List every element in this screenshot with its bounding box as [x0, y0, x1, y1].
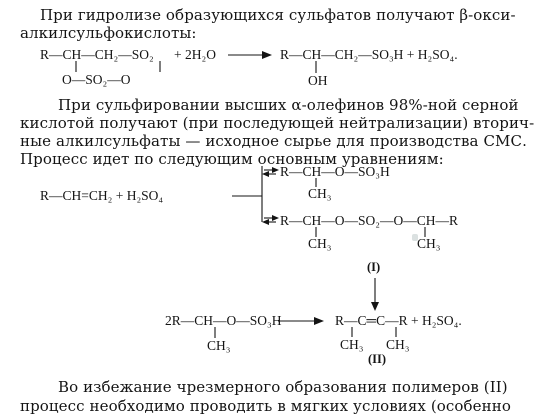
paragraph-2-line-3: ные алкилсульфаты — исходное сырье для производства СМС.: [20, 132, 527, 150]
reaction1-water: + 2H₂O: [174, 47, 216, 62]
compound-label-i: (I): [367, 260, 381, 274]
paragraph-2-line-1: При сульфировании высших α-олефинов 98%-ной серной: [58, 96, 519, 114]
reaction2-product-a: R—CH—O—SO₃H: [280, 164, 390, 179]
reaction3-reactant-ch3: CH₃: [207, 338, 231, 353]
reaction3-product-ch3-right: CH₃: [386, 337, 410, 352]
paragraph-3-line-2: процесс необходимо проводить в мягких условиях (особенно: [20, 397, 511, 415]
reaction1-product-oh: OH: [308, 73, 328, 88]
compound-label-ii: (II): [368, 352, 387, 366]
paragraph-3-line-1: Во избежание чрезмерного образования полимеров (II): [58, 378, 508, 396]
reaction1-reactant-bottom: O—SO₂—O: [62, 72, 131, 87]
r1-arrow-head: [262, 51, 272, 59]
reaction2-product-b-ch3-right: CH₃: [417, 236, 441, 251]
reaction3-product-ch3-left: CH₃: [340, 337, 364, 352]
reaction1-reactant-top: R—CH—CH₂—SO₂: [40, 47, 154, 62]
paragraph-1-line-2: алкилсульфокислоты:: [20, 24, 197, 42]
reaction3-reactant: 2R—CH—O—SO₃H: [165, 313, 282, 328]
reaction2-product-b-ch3-left: CH₃: [308, 236, 332, 251]
reaction3-product: R—C═C—R + H₂SO₄.: [335, 313, 462, 328]
r3-arrow-head: [314, 317, 324, 325]
reaction2-product-a-ch3: CH₃: [308, 186, 332, 201]
paragraph-2-line-4: Процесс идет по следующим основным уравнениям:: [20, 150, 444, 168]
paragraph-2-line-2: кислотой получают (при последующей нейтрализации) вторич-: [20, 114, 535, 132]
r2-to-r3-arrow-head: [371, 302, 379, 311]
paragraph-1-line-1: При гидролизе образующихся сульфатов получают β-окси-: [40, 6, 516, 24]
reaction2-product-b: R—CH—O—SO₂—O—CH—R: [280, 213, 458, 228]
reaction2-reactant: R—CH=CH₂ + H₂SO₄: [40, 188, 164, 203]
reaction1-product: R—CH—CH₂—SO₃H + H₂SO₄.: [280, 47, 458, 62]
